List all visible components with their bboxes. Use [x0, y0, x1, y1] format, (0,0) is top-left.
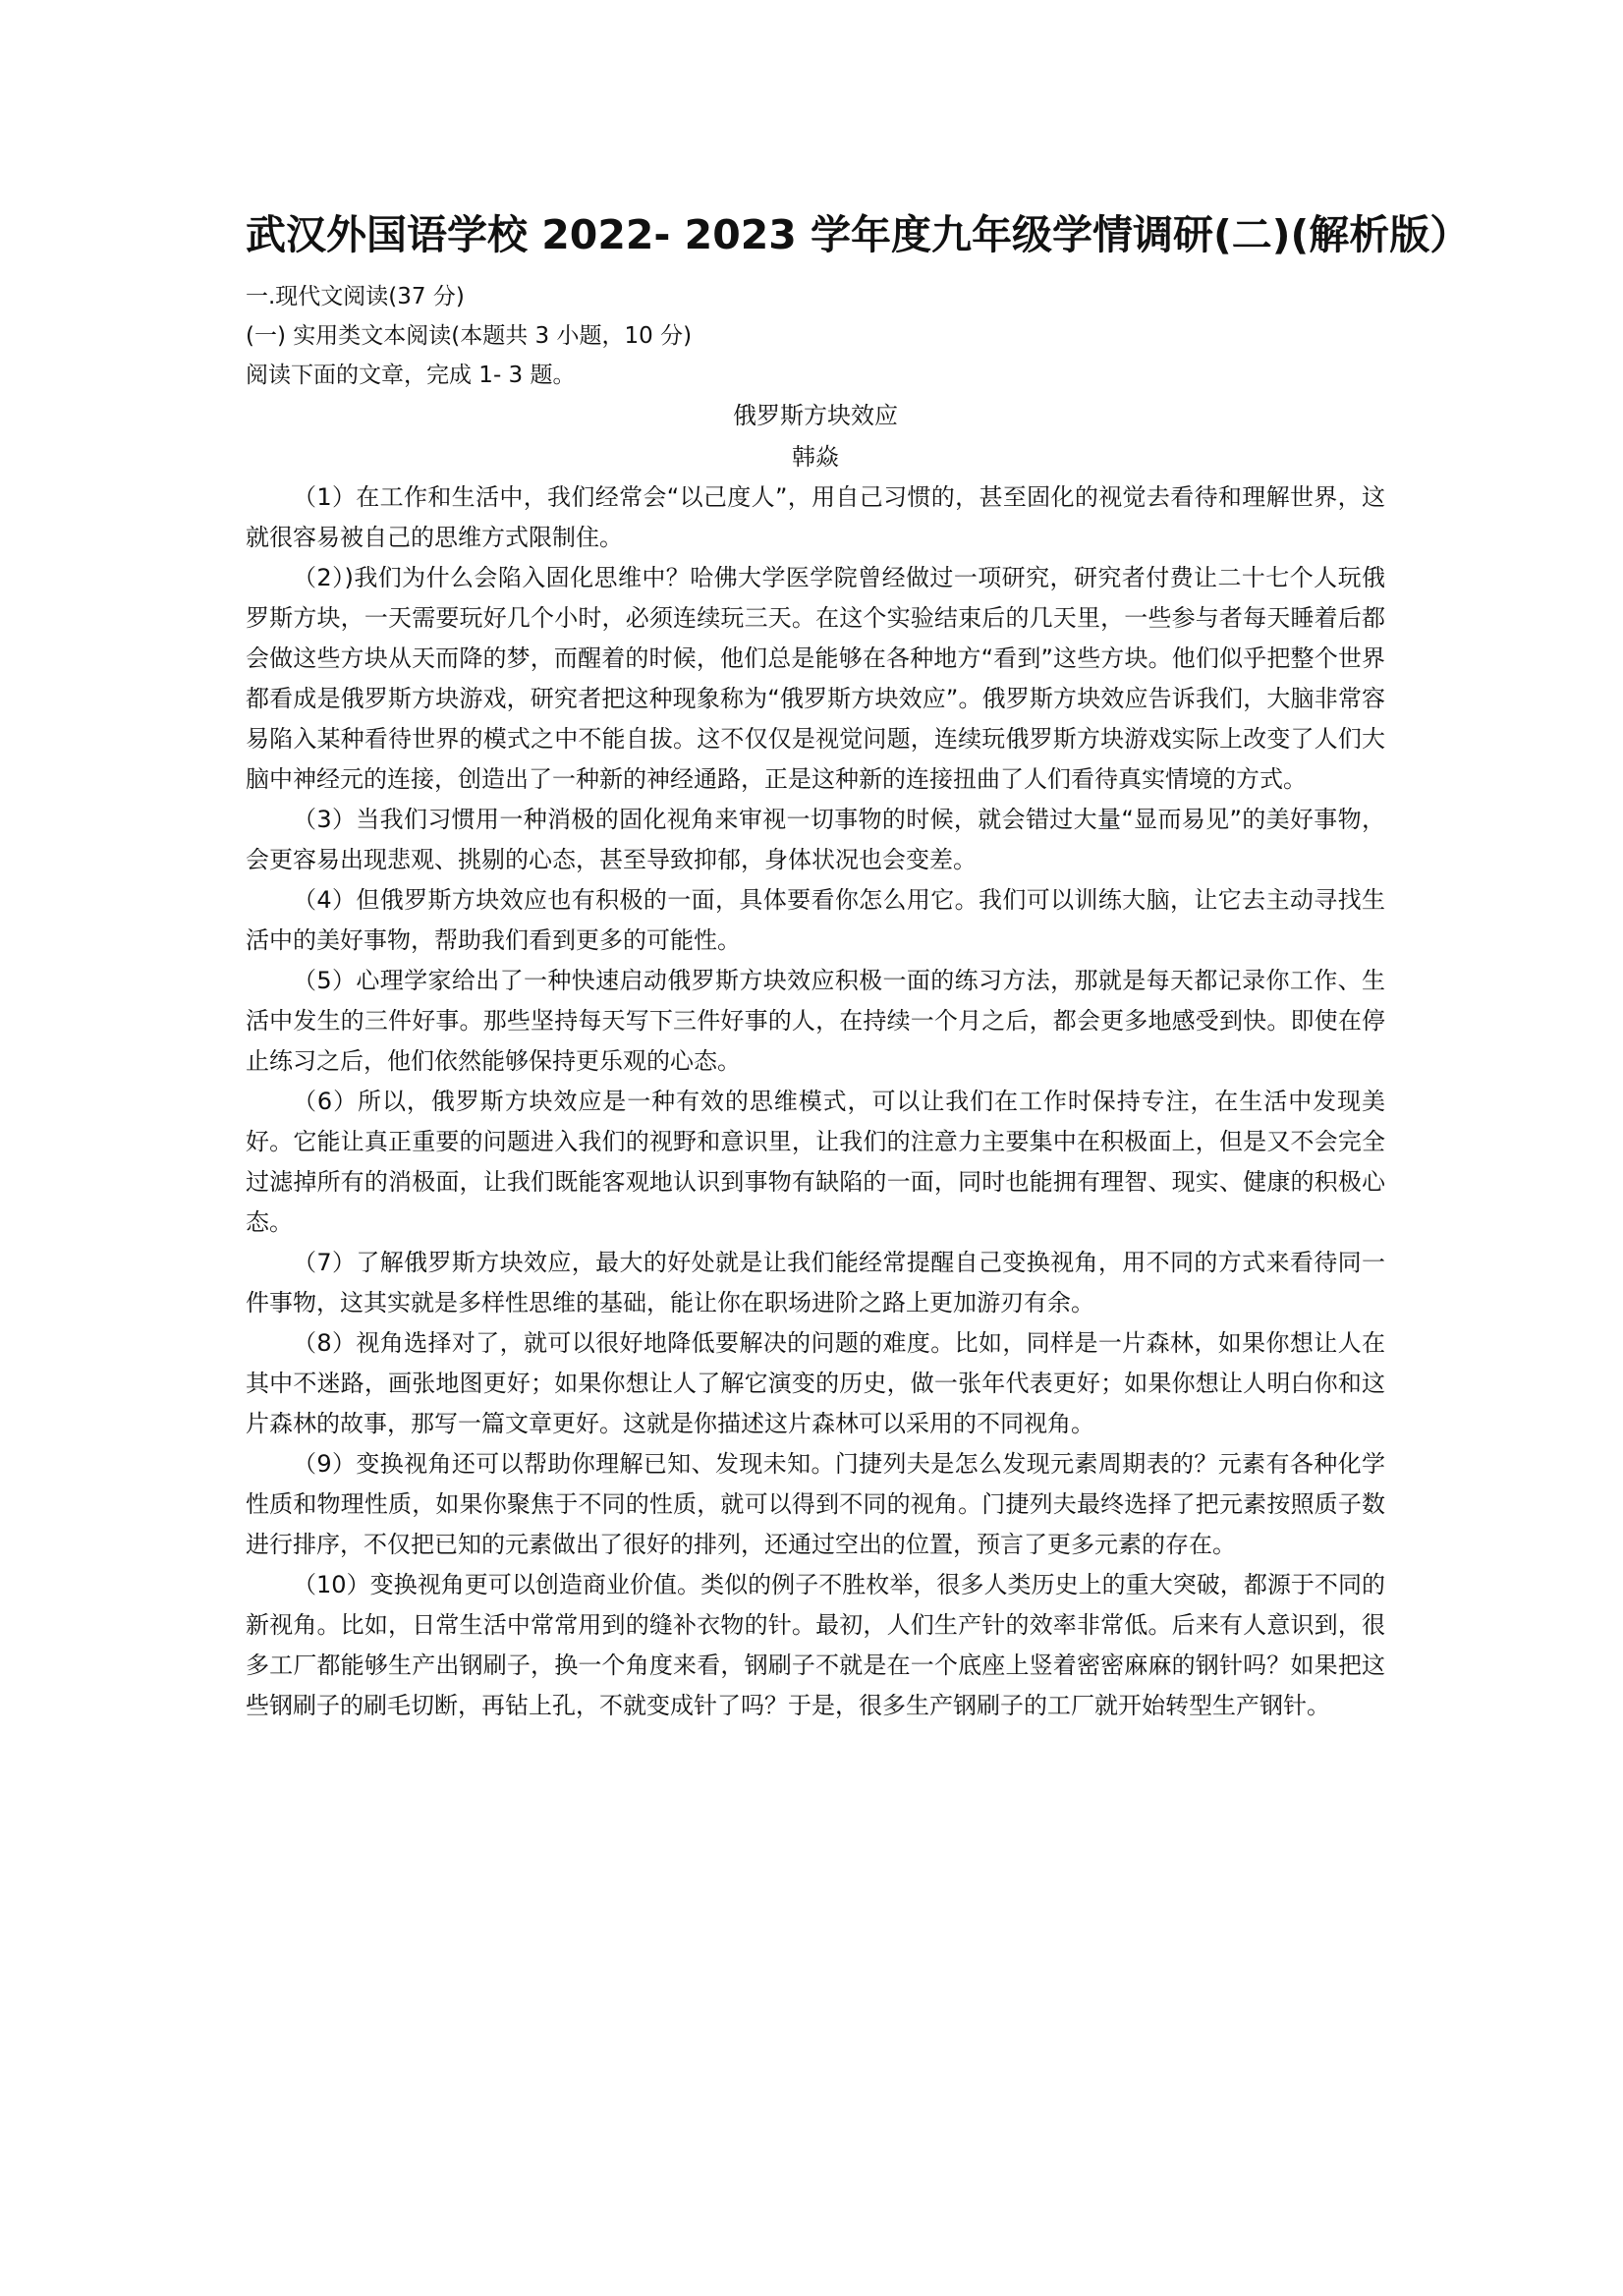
section-heading: 一.现代文阅读(37 分) [246, 284, 465, 309]
paragraph-4: （4）但俄罗斯方块效应也有积极的一面，具体要看你怎么用它。我们可以训练大脑，让它去主动寻找生活中的美好事物，帮助我们看到更多的可能性。 [246, 886, 1385, 954]
article-title: 俄罗斯方块效应 [733, 402, 898, 429]
paragraph-1: （1）在工作和生活中，我们经常会“以己度人”，用自己习惯的，甚至固化的视觉去看待和理解世界，这就很容易被自己的思维方式限制住。 [246, 483, 1385, 551]
paragraph-7: （7）了解俄罗斯方块效应，最大的好处就是让我们能经常提醒自己变换视角，用不同的方式来看待同一件事物，这其实就是多样性思维的基础，能让你在职场进阶之路上更加游刃有余。 [246, 1249, 1385, 1316]
paragraph-2: （2）)我们为什么会陷入固化思维中？哈佛大学医学院曾经做过一项研究，研究者付费让二十七个人玩俄罗斯方块，一天需要玩好几个小时，必须连续玩三天。在这个实验结束后的几天里，一些参与者每天睡着后都会做这些方块从天而降的梦，而醒着的时候，他们总是能够在各种地方“看到”这些方块。他们似乎把整个世界都看成是俄罗斯方块游戏，研究者把这种现象称为“俄罗斯方块效应”。俄罗斯方块效应告诉我们，大脑非常容易陷入某种看待世界的模式之中不能自拔。这不仅仅是视觉问题，连续玩俄罗斯方块游戏实际上改变了人们大脑中神经元的连接，创造出了一种新的神经通路，正是这种新的连接扭曲了人们看待真实情境的方式。 [246, 564, 1385, 793]
document-page [246, 206, 1471, 1726]
paragraph-10: （10）变换视角更可以创造商业价值。类似的例子不胜枚举，很多人类历史上的重大突破，都源于不同的新视角。比如，日常生活中常常用到的缝补衣物的针。最初，人们生产针的效率非常低。后来有人意识到，很多工厂都能够生产出钢刷子，换一个角度来看，钢刷子不就是在一个底座上竖着密密麻麻的钢针吗？如果把这些钢刷子的刷毛切断，再钻上孔，不就变成针了吗？于是，很多生产钢刷子的工厂就开始转型生产钢针。 [246, 1571, 1385, 1719]
subsection-heading: (一) 实用类文本阅读(本题共 3 小题，10 分) [246, 323, 693, 349]
article-body [246, 477, 1385, 1726]
paragraph-5: （5）心理学家给出了一种快速启动俄罗斯方块效应积极一面的练习方法，那就是每天都记录你工作、生活中发生的三件好事。那些坚持每天写下三件好事的人，在持续一个月之后，都会更多地感受到快。即使在停止练习之后，他们依然能够保持更乐观的心态。 [246, 967, 1385, 1075]
article-author: 韩焱 [792, 443, 839, 471]
instruction-text: 阅读下面的文章，完成 1- 3 题。 [246, 363, 576, 388]
paragraph-3: （3）当我们习惯用一种消极的固化视角来审视一切事物的时候，就会错过大量“显而易见”的美好事物，会更容易出现悲观、挑剔的心态，甚至导致抑郁，身体状况也会变差。 [246, 806, 1385, 873]
document-title: 武汉外国语学校 2022- 2023 学年度九年级学情调研(二)(解析版） [246, 211, 1471, 258]
paragraph-6: （6）所以，俄罗斯方块效应是一种有效的思维模式，可以让我们在工作时保持专注，在生活中发现美好。它能让真正重要的问题进入我们的视野和意识里，让我们的注意力主要集中在积极面上，但是又不会完全过滤掉所有的消极面，让我们既能客观地认识到事物有缺陷的一面，同时也能拥有理智、现实、健康的积极心态。 [246, 1088, 1385, 1236]
paragraph-9: （9）变换视角还可以帮助你理解已知、发现未知。门捷列夫是怎么发现元素周期表的？元素有各种化学性质和物理性质，如果你聚焦于不同的性质，就可以得到不同的视角。门捷列夫最终选择了把元素按照质子数进行排序，不仅把已知的元素做出了很好的排列，还通过空出的位置，预言了更多元素的存在。 [246, 1450, 1385, 1558]
paragraph-8: （8）视角选择对了，就可以很好地降低要解决的问题的难度。比如，同样是一片森林，如果你想让人在其中不迷路，画张地图更好；如果你想让人了解它演变的历史，做一张年代表更好；如果你想让人明白你和这片森林的故事，那写一篇文章更好。这就是你描述这片森林可以采用的不同视角。 [246, 1329, 1385, 1437]
